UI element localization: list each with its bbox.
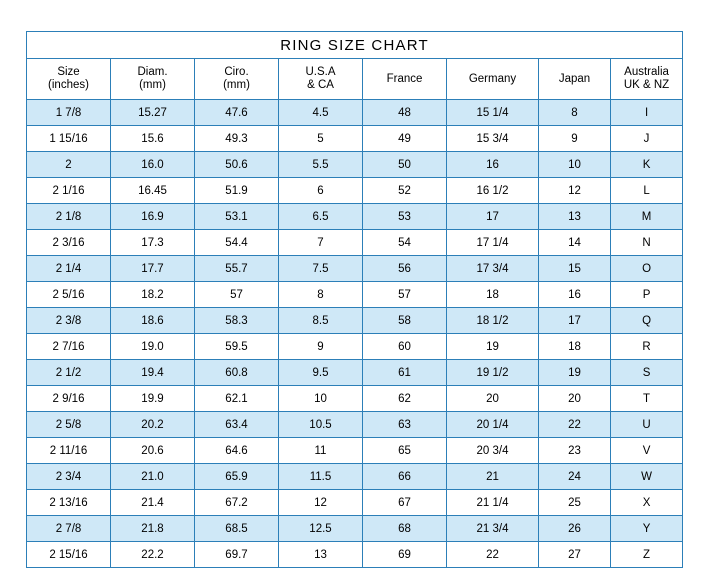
table-head <box>27 32 683 100</box>
table-cell: 2 9/16 <box>27 386 111 412</box>
table-cell: 19 <box>447 334 539 360</box>
table-cell: 61 <box>363 360 447 386</box>
column-header-france <box>363 59 447 100</box>
table-cell: 54.4 <box>195 230 279 256</box>
table-cell: 19.4 <box>111 360 195 386</box>
table-cell: 15 <box>539 256 611 282</box>
table-cell: W <box>611 464 683 490</box>
table-cell: 8 <box>539 100 611 126</box>
table-cell: 15 3/4 <box>447 126 539 152</box>
table-cell: 17 1/4 <box>447 230 539 256</box>
table-cell: 14 <box>539 230 611 256</box>
table-cell: 53.1 <box>195 204 279 230</box>
table-cell: 7 <box>279 230 363 256</box>
column-header-circumference <box>195 59 279 100</box>
header-line-1: Germany <box>468 72 517 85</box>
header-row <box>27 59 683 100</box>
column-header-diameter <box>111 59 195 100</box>
table-cell: 51.9 <box>195 178 279 204</box>
table-cell: 65 <box>363 438 447 464</box>
table-cell: 17.3 <box>111 230 195 256</box>
table-cell: 21 <box>447 464 539 490</box>
table-cell: 17.7 <box>111 256 195 282</box>
table-cell: 21 1/4 <box>447 490 539 516</box>
table-cell: 63.4 <box>195 412 279 438</box>
table-cell: 25 <box>539 490 611 516</box>
table-cell: Z <box>611 542 683 568</box>
table-cell: 49 <box>363 126 447 152</box>
header-line-2: (mm) <box>223 79 250 91</box>
table-cell: 10.5 <box>279 412 363 438</box>
header-line-1: Australia <box>624 66 669 78</box>
table-cell: 16.9 <box>111 204 195 230</box>
table-cell: 21.8 <box>111 516 195 542</box>
table-row <box>27 308 683 334</box>
header-line-1: Diam. <box>137 66 168 78</box>
table-cell: 9.5 <box>279 360 363 386</box>
table-cell: 65.9 <box>195 464 279 490</box>
table-cell: 1 7/8 <box>27 100 111 126</box>
table-cell: 47.6 <box>195 100 279 126</box>
table-cell: 63 <box>363 412 447 438</box>
table-cell: 2 1/4 <box>27 256 111 282</box>
table-cell: 57 <box>363 282 447 308</box>
table-cell: 16.0 <box>111 152 195 178</box>
table-cell: 12 <box>539 178 611 204</box>
table-row <box>27 438 683 464</box>
table-row <box>27 100 683 126</box>
header-line-1: Size <box>57 66 80 78</box>
table-cell: 55.7 <box>195 256 279 282</box>
table-cell: 21.0 <box>111 464 195 490</box>
table-cell: 18 <box>539 334 611 360</box>
table-cell: 58 <box>363 308 447 334</box>
table-cell: 54 <box>363 230 447 256</box>
table-cell: 18.6 <box>111 308 195 334</box>
table-cell: 27 <box>539 542 611 568</box>
table-row <box>27 282 683 308</box>
table-cell: 22 <box>447 542 539 568</box>
table-cell: 2 15/16 <box>27 542 111 568</box>
table-cell: 67.2 <box>195 490 279 516</box>
table-cell: 2 5/8 <box>27 412 111 438</box>
table-row <box>27 178 683 204</box>
header-line-2: & CA <box>307 79 334 91</box>
table-cell: O <box>611 256 683 282</box>
header-line-1: France <box>386 72 423 85</box>
table-cell: X <box>611 490 683 516</box>
table-cell: 19.9 <box>111 386 195 412</box>
table-cell: 18.2 <box>111 282 195 308</box>
table-cell: 69 <box>363 542 447 568</box>
table-cell: 53 <box>363 204 447 230</box>
table-cell: 19 1/2 <box>447 360 539 386</box>
header-line-2: (inches) <box>48 79 89 91</box>
table-cell: 6.5 <box>279 204 363 230</box>
table-cell: 22 <box>539 412 611 438</box>
header-line-2: UK & NZ <box>623 79 670 91</box>
table-cell: 26 <box>539 516 611 542</box>
table-cell: 2 11/16 <box>27 438 111 464</box>
table-cell: 69.7 <box>195 542 279 568</box>
table-cell: 16 1/2 <box>447 178 539 204</box>
table-cell: 21 3/4 <box>447 516 539 542</box>
table-cell: 59.5 <box>195 334 279 360</box>
table-cell: 52 <box>363 178 447 204</box>
table-cell: 60.8 <box>195 360 279 386</box>
table-cell: N <box>611 230 683 256</box>
table-row <box>27 230 683 256</box>
table-cell: 6 <box>279 178 363 204</box>
table-cell: 17 <box>447 204 539 230</box>
table-cell: 10 <box>279 386 363 412</box>
table-cell: 66 <box>363 464 447 490</box>
table-cell: 16 <box>447 152 539 178</box>
table-cell: 56 <box>363 256 447 282</box>
table-cell: 15 1/4 <box>447 100 539 126</box>
table-cell: Q <box>611 308 683 334</box>
table-cell: 20 3/4 <box>447 438 539 464</box>
table-row <box>27 516 683 542</box>
column-header-usa-ca <box>279 59 363 100</box>
table-row <box>27 490 683 516</box>
table-cell: 48 <box>363 100 447 126</box>
table-cell: 62 <box>363 386 447 412</box>
header-line-1: Ciro. <box>224 66 249 78</box>
table-cell: 19 <box>539 360 611 386</box>
table-cell: 2 <box>27 152 111 178</box>
table-cell: 10 <box>539 152 611 178</box>
table-cell: 20.6 <box>111 438 195 464</box>
table-cell: 16.45 <box>111 178 195 204</box>
table-cell: I <box>611 100 683 126</box>
table-cell: 18 1/2 <box>447 308 539 334</box>
table-row <box>27 542 683 568</box>
table-cell: 9 <box>539 126 611 152</box>
table-row <box>27 412 683 438</box>
table-cell: 18 <box>447 282 539 308</box>
column-header-japan <box>539 59 611 100</box>
table-cell: 19.0 <box>111 334 195 360</box>
table-cell: J <box>611 126 683 152</box>
table-cell: 50 <box>363 152 447 178</box>
table-cell: 11 <box>279 438 363 464</box>
table-cell: 22.2 <box>111 542 195 568</box>
table-cell: 20 <box>539 386 611 412</box>
table-cell: 8 <box>279 282 363 308</box>
column-header-australia-uk-nz <box>611 59 683 100</box>
table-cell: 21.4 <box>111 490 195 516</box>
table-cell: 2 3/16 <box>27 230 111 256</box>
table-cell: 64.6 <box>195 438 279 464</box>
table-cell: 4.5 <box>279 100 363 126</box>
table-row <box>27 464 683 490</box>
table-cell: 67 <box>363 490 447 516</box>
table-cell: M <box>611 204 683 230</box>
table-cell: 2 7/16 <box>27 334 111 360</box>
table-cell: 2 1/8 <box>27 204 111 230</box>
table-cell: 58.3 <box>195 308 279 334</box>
table-cell: 9 <box>279 334 363 360</box>
table-cell: Y <box>611 516 683 542</box>
table-row <box>27 386 683 412</box>
table-row <box>27 126 683 152</box>
ring-size-chart <box>26 31 682 568</box>
table-cell: 20 1/4 <box>447 412 539 438</box>
table-cell: 15.27 <box>111 100 195 126</box>
table-cell: 5.5 <box>279 152 363 178</box>
header-line-1: U.S.A <box>305 66 336 78</box>
table-cell: 1 15/16 <box>27 126 111 152</box>
table-cell: 16 <box>539 282 611 308</box>
table-cell: K <box>611 152 683 178</box>
table-cell: V <box>611 438 683 464</box>
header-line-1: Japan <box>558 72 591 85</box>
column-header-germany <box>447 59 539 100</box>
table-cell: 60 <box>363 334 447 360</box>
table-cell: 2 7/8 <box>27 516 111 542</box>
table-cell: 7.5 <box>279 256 363 282</box>
table-cell: 17 <box>539 308 611 334</box>
table-cell: 5 <box>279 126 363 152</box>
table-cell: 11.5 <box>279 464 363 490</box>
table-cell: T <box>611 386 683 412</box>
table-cell: 23 <box>539 438 611 464</box>
table-row <box>27 334 683 360</box>
table-cell: 12.5 <box>279 516 363 542</box>
table-cell: U <box>611 412 683 438</box>
table-cell: 20.2 <box>111 412 195 438</box>
table-row <box>27 360 683 386</box>
table-cell: 57 <box>195 282 279 308</box>
header-line-2: (mm) <box>139 79 166 91</box>
table-cell: 2 3/4 <box>27 464 111 490</box>
title-row <box>27 32 683 59</box>
table-cell: S <box>611 360 683 386</box>
table-cell: R <box>611 334 683 360</box>
table-cell: 15.6 <box>111 126 195 152</box>
table-cell: 2 1/2 <box>27 360 111 386</box>
table-row <box>27 204 683 230</box>
table-cell: 2 13/16 <box>27 490 111 516</box>
table-cell: P <box>611 282 683 308</box>
table-body <box>27 100 683 568</box>
table-cell: 13 <box>279 542 363 568</box>
table-cell: 62.1 <box>195 386 279 412</box>
table-cell: 17 3/4 <box>447 256 539 282</box>
table-cell: 8.5 <box>279 308 363 334</box>
table-row <box>27 152 683 178</box>
table-cell: 68.5 <box>195 516 279 542</box>
table-cell: 13 <box>539 204 611 230</box>
table-cell: 68 <box>363 516 447 542</box>
table-cell: L <box>611 178 683 204</box>
chart-title: RING SIZE CHART <box>27 32 683 59</box>
table-cell: 20 <box>447 386 539 412</box>
table-cell: 2 3/8 <box>27 308 111 334</box>
table-row <box>27 256 683 282</box>
table-cell: 24 <box>539 464 611 490</box>
table-cell: 12 <box>279 490 363 516</box>
column-header-size <box>27 59 111 100</box>
table-cell: 2 1/16 <box>27 178 111 204</box>
table-cell: 2 5/16 <box>27 282 111 308</box>
ring-size-table <box>26 31 683 568</box>
table-cell: 49.3 <box>195 126 279 152</box>
table-cell: 50.6 <box>195 152 279 178</box>
